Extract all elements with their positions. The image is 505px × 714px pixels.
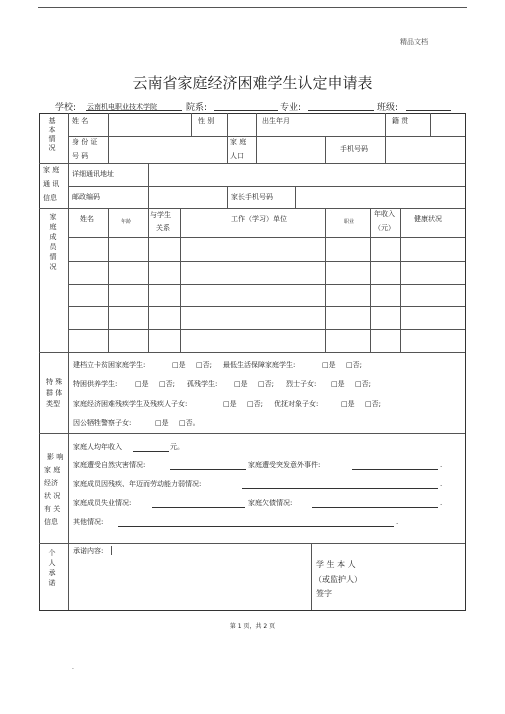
min-living-no-checkbox[interactable]: □ 否;	[346, 361, 362, 370]
preferential-child-yes-checkbox[interactable]: □ 是	[341, 400, 355, 409]
special-section-label-line2: 群 体	[46, 389, 63, 397]
section-line	[39, 208, 465, 209]
disaster-label: 家庭遭受自然灾害情况:	[73, 461, 146, 469]
signature-field[interactable]	[360, 548, 462, 606]
special-section-label-line3: 类型	[46, 400, 60, 408]
orphan-disabled-no-checkbox[interactable]: □ 否;	[258, 380, 274, 389]
col-relation-header-line2: 关系	[156, 224, 170, 232]
orphan-disabled-label: 孤残学生:	[187, 380, 218, 388]
accident-field[interactable]	[352, 469, 438, 470]
school-underline	[86, 110, 182, 111]
impact-section-label-line6: 信息	[44, 518, 58, 526]
col-line	[385, 113, 386, 163]
income-unit: 元。	[170, 443, 184, 451]
address-field[interactable]	[150, 165, 463, 185]
col-income-header-line2: （元）	[374, 224, 395, 232]
basic-section-label: 基本情况	[48, 117, 56, 152]
col-line	[227, 113, 228, 163]
dot: .	[440, 480, 443, 488]
class-field[interactable]	[406, 110, 451, 111]
disability-field[interactable]	[242, 488, 438, 489]
poverty-file-yes-checkbox[interactable]: □ 是	[172, 361, 186, 370]
phone-label: 手机号码	[340, 145, 368, 153]
col-income-header-line1: 年收入	[374, 210, 395, 218]
members-section-label: 家庭成员情况	[49, 213, 57, 271]
col-line	[311, 543, 312, 610]
section-line	[39, 163, 465, 164]
origin-label: 籍 贯	[392, 117, 409, 125]
family-size-label-line1: 家 庭	[230, 138, 247, 146]
col-line	[256, 113, 257, 136]
martyr-child-no-checkbox[interactable]: □ 否;	[355, 380, 371, 389]
member-row-2[interactable]	[69, 262, 464, 283]
col-line	[256, 136, 257, 163]
unemployed-field[interactable]	[152, 507, 245, 508]
col-line	[295, 186, 296, 208]
origin-field[interactable]	[432, 115, 463, 135]
major-label: 专业:	[280, 103, 302, 113]
pledge-content-field[interactable]	[71, 558, 309, 607]
special-support-yes-checkbox[interactable]: □ 是	[135, 380, 149, 389]
disability-label: 家庭成员因残疾、年迈而劳动能力弱情况:	[73, 480, 202, 488]
income-field[interactable]	[133, 451, 169, 452]
section-line	[39, 433, 465, 434]
id-label-line2: 号 码	[72, 152, 89, 160]
preferential-child-no-checkbox[interactable]: □ 否;	[365, 400, 381, 409]
section-line	[39, 352, 465, 353]
col-health-header: 健康状况	[414, 215, 442, 223]
unemployed-label: 家庭成员失业情况:	[73, 499, 132, 507]
martyr-child-label: 烈士子女:	[286, 380, 317, 388]
text-cursor	[111, 546, 112, 555]
col-age-header: 年龄	[121, 219, 132, 225]
class-label: 班级:	[377, 103, 399, 113]
name-field[interactable]	[110, 115, 190, 135]
accident-label: 家庭遭受突发意外事件:	[248, 461, 321, 469]
martyr-child-yes-checkbox[interactable]: □ 是	[331, 380, 345, 389]
col-line	[227, 186, 228, 208]
top-rule	[38, 7, 467, 8]
school-label: 学校:	[55, 103, 77, 113]
poverty-file-label: 建档立卡贫困家庭学生:	[73, 361, 146, 369]
other-label: 其他情况:	[73, 518, 104, 526]
special-support-label: 特困供养学生:	[73, 380, 118, 388]
id-number-field[interactable]	[110, 138, 226, 162]
col-job-header: 职业	[344, 219, 355, 225]
orphan-disabled-yes-checkbox[interactable]: □ 是	[234, 380, 248, 389]
disabled-student-label: 家庭经济困难残疾学生及残疾人子女:	[73, 400, 188, 408]
pledge-content-label: 承诺内容:	[73, 547, 104, 555]
dot: .	[440, 499, 443, 507]
debt-field[interactable]	[312, 507, 438, 508]
parent-phone-label: 家长手机号码	[231, 193, 273, 201]
pledge-section-label: 个人承诺	[48, 549, 56, 587]
dept-field[interactable]	[214, 110, 278, 111]
major-field[interactable]	[308, 110, 374, 111]
signature-label-line1: 学 生 本 人	[316, 560, 356, 569]
impact-section-label-line5: 有 关	[44, 505, 61, 513]
row-line	[68, 136, 465, 137]
signature-label-line2: （或监护人）	[314, 575, 362, 584]
col-relation-header-line1: 与学生	[150, 211, 171, 219]
min-living-yes-checkbox[interactable]: □ 是	[322, 361, 336, 370]
member-row-3[interactable]	[69, 285, 464, 305]
impact-section-label-line4: 状 况	[44, 492, 61, 500]
address-label: 详细通讯地址	[72, 170, 114, 178]
col-line	[430, 113, 431, 136]
name-label: 姓 名	[72, 117, 89, 125]
col-line	[108, 113, 109, 163]
contact-section-label-line3: 信息	[43, 194, 57, 202]
member-row-4[interactable]	[69, 307, 464, 328]
col-work-header: 工作（学习）单位	[231, 215, 287, 223]
police-child-no-checkbox[interactable]: □ 否。	[179, 419, 200, 428]
contact-section-label-line2: 通 讯	[43, 180, 60, 188]
min-living-label: 最低生活保障家庭学生:	[223, 361, 296, 369]
row-line	[68, 186, 465, 187]
impact-section-label-line1: 影 响	[47, 453, 64, 461]
col-line	[325, 136, 326, 163]
dept-label: 院系:	[186, 103, 208, 113]
col-name-header: 姓名	[80, 215, 94, 223]
debt-label: 家庭欠债情况:	[248, 499, 293, 507]
special-support-no-checkbox[interactable]: □ 否;	[159, 380, 175, 389]
contact-section-label-line1: 家 庭	[43, 166, 60, 174]
gender-field[interactable]	[229, 115, 255, 135]
impact-section-label-line3: 经济	[44, 479, 58, 487]
section-line	[39, 543, 465, 544]
impact-section-label-line2: 家 庭	[44, 466, 61, 474]
special-section-label-line1: 特 殊	[46, 378, 63, 386]
id-label-line1: 身 份 证	[72, 138, 98, 146]
disaster-field[interactable]	[170, 469, 246, 470]
police-child-yes-checkbox[interactable]: □ 是	[155, 419, 169, 428]
member-row-1[interactable]	[69, 238, 464, 260]
page-footer: 第 1 页，共 2 页	[229, 623, 276, 630]
birth-field[interactable]	[300, 115, 384, 135]
preferential-child-label: 优抚对象子女:	[274, 400, 319, 408]
school-value: 云南机电职业技术学院	[87, 103, 157, 111]
col-line	[191, 113, 192, 136]
disabled-student-yes-checkbox[interactable]: □ 是	[223, 400, 237, 409]
label-column-divider	[68, 113, 69, 610]
page-title: 云南省家庭经济困难学生认定申请表	[132, 74, 373, 92]
trailing-dot: .	[72, 664, 74, 671]
parent-phone-field[interactable]	[297, 188, 463, 207]
police-child-label: 因公牺牲警察子女:	[73, 419, 132, 427]
family-size-label-line2: 人口	[230, 152, 244, 160]
dot: .	[440, 461, 443, 469]
brand-label: 精品文档	[400, 38, 428, 46]
gender-label: 性 别	[198, 117, 215, 125]
signature-label-line3: 签字	[316, 589, 332, 598]
other-field[interactable]	[118, 526, 394, 527]
dot: .	[396, 518, 399, 526]
birth-label: 出生年月	[262, 117, 290, 125]
phone-field[interactable]	[387, 138, 463, 162]
disabled-student-no-checkbox[interactable]: □ 否;	[247, 400, 263, 409]
poverty-file-no-checkbox[interactable]: □ 否;	[196, 361, 212, 370]
member-row-5[interactable]	[69, 330, 464, 351]
postcode-label: 邮政编码	[72, 193, 100, 201]
col-line	[148, 163, 149, 208]
income-label: 家庭人均年收入	[73, 443, 122, 451]
